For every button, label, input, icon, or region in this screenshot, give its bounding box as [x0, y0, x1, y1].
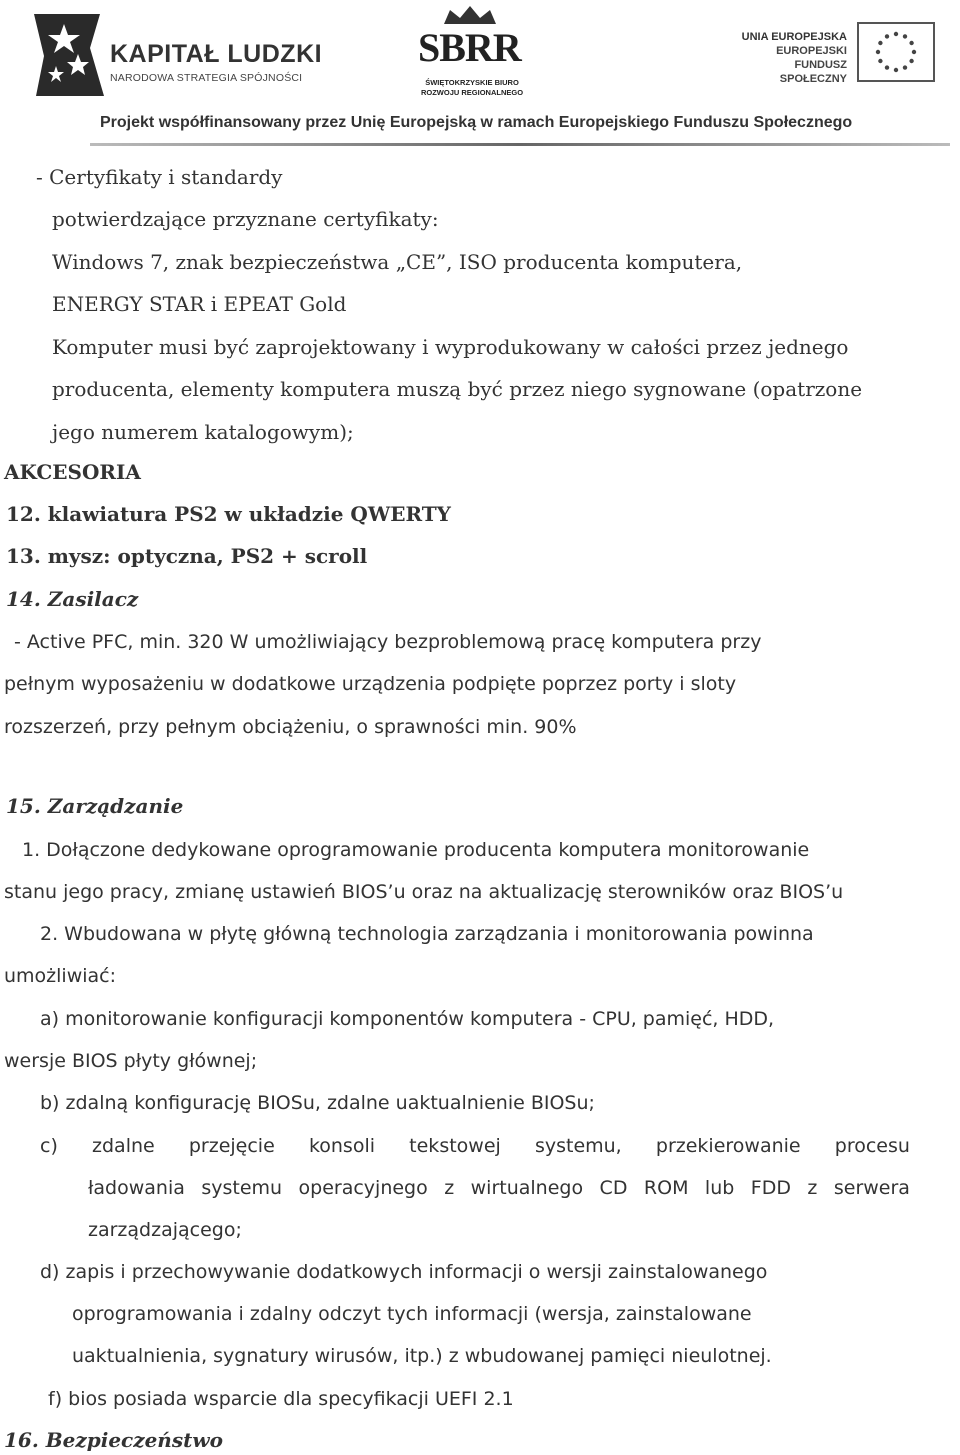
zasilacz-line-2: pełnym wyposażeniu w dodatkowe urządzenia podpięte poprzez porty i sloty: [4, 673, 737, 695]
project-cofinancing-line: Projekt współfinansowany przez Unię Europejską w ramach Europejskiego Funduszu Społecznego: [100, 114, 853, 131]
point-c-word: operacyjnego: [298, 1177, 428, 1199]
kapital-ludzki-emblem-icon: [30, 8, 106, 100]
kapital-ludzki-title: KAPITAŁ LUDZKI: [110, 40, 323, 68]
point-c-word: przejęcie: [188, 1135, 275, 1157]
item-12: 12. klawiatura PS2 w układzie QWERTY: [6, 502, 451, 526]
point-c-line-2: [88, 1175, 910, 1201]
point-d-line-2: oprogramowania i zdalny odczyt tych informacji (wersja, zainstalowane: [72, 1303, 752, 1325]
cert-line-5: producenta, elementy komputera muszą być przez niego sygnowane (opatrzone: [52, 377, 863, 401]
item-14-heading: 14. Zasilacz: [6, 587, 139, 611]
zasilacz-line-1: - Active PFC, min. 320 W umożliwiający bezproblemową pracę komputera przy: [14, 631, 762, 653]
cert-title: - Certyfikaty i standardy: [36, 165, 283, 189]
sbrr-logo: [410, 4, 540, 104]
kapital-ludzki-subtitle: NARODOWA STRATEGIA SPÓJNOŚCI: [110, 72, 303, 84]
point-d-line-1: d) zapis i przechowywanie dodatkowych informacji o wersji zainstalowanego: [40, 1261, 768, 1283]
point-c-word: konsoli: [308, 1135, 376, 1157]
point-c-word: tekstowej: [409, 1135, 501, 1157]
point-c-word: CD: [599, 1177, 628, 1199]
point-c-word: lub: [704, 1177, 735, 1199]
zarzadzanie-1-line-1: 1. Dołączone dedykowane oprogramowanie producenta komputera monitorowanie: [22, 839, 810, 861]
point-c-word: procesu: [834, 1135, 910, 1157]
sbrr-title: SBRR: [418, 25, 521, 70]
item-16-heading: 16. Bezpieczeństwo: [4, 1428, 223, 1452]
cert-line-1: potwierdzające przyznane certyfikaty:: [52, 207, 439, 231]
zarzadzanie-2-line-1: 2. Wbudowana w płytę główną technologia zarządzania i monitorowania powinna: [40, 923, 814, 945]
point-c-word: przekierowanie: [655, 1135, 801, 1157]
page-header: [0, 0, 960, 152]
cert-line-2: Windows 7, znak bezpieczeństwa „CE”, ISO producenta komputera,: [52, 250, 743, 274]
eu-text-line-3: FUNDUSZ SPOŁECZNY: [779, 59, 847, 85]
eu-logo: [735, 20, 940, 86]
eu-text-line-1: UNIA EUROPEJSKA: [741, 31, 847, 43]
point-a-line-2: wersje BIOS płyty głównej;: [4, 1050, 258, 1072]
point-c-word: zdalne: [92, 1135, 155, 1157]
point-c-word: ROM: [643, 1177, 689, 1199]
sbrr-subtitle: [418, 78, 526, 98]
kapital-ludzki-logo: [30, 8, 330, 100]
zasilacz-line-3: rozszerzeń, przy pełnym obciążeniu, o sprawności min. 90%: [4, 716, 577, 738]
header-divider: [90, 143, 950, 146]
point-b-line-1: b) zdalną konfigurację BIOSu, zdalne uaktualnienie BIOSu;: [40, 1092, 595, 1114]
point-c-word: systemu: [201, 1177, 283, 1199]
cert-line-3: ENERGY STAR i EPEAT Gold: [52, 292, 347, 316]
point-c-line-1: [40, 1133, 910, 1159]
cert-line-6: jego numerem katalogowym);: [52, 420, 354, 444]
point-c-word: z: [444, 1177, 455, 1199]
point-c-word: systemu,: [534, 1135, 622, 1157]
zarzadzanie-1-line-2: stanu jego pracy, zmianę ustawień BIOS’u oraz na aktualizację sterowników oraz BIOS’u: [4, 881, 844, 903]
eu-flag-icon: [857, 22, 935, 82]
section-akcesoria: AKCESORIA: [4, 460, 141, 484]
point-c-line-3: zarządzającego;: [88, 1219, 242, 1241]
point-c-word: FDD: [750, 1177, 791, 1199]
point-c-word: c): [40, 1135, 58, 1157]
sbrr-crown-icon: [440, 4, 500, 26]
point-c-word: wirtualnego: [470, 1177, 584, 1199]
cert-line-4: Komputer musi być zaprojektowany i wyprodukowany w całości przez jednego: [52, 335, 849, 359]
point-c-word: ładowania: [88, 1177, 185, 1199]
point-c-word: z: [807, 1177, 818, 1199]
eu-text: [735, 30, 847, 86]
zarzadzanie-2-line-2: umożliwiać:: [4, 965, 117, 987]
sbrr-subtitle-line-1: ŚWIĘTOKRZYSKIE BIURO: [425, 78, 519, 87]
eu-text-line-2: EUROPEJSKI: [776, 45, 847, 57]
item-13: 13. mysz: optyczna, PS2 + scroll: [6, 544, 368, 568]
point-f-line-1: f) bios posiada wsparcie dla specyfikacji UEFI 2.1: [48, 1388, 514, 1410]
point-d-line-3: uaktualnienia, sygnatury wirusów, itp.) z wbudowanej pamięci nieulotnej.: [72, 1345, 772, 1367]
point-a-line-1: a) monitorowanie konfiguracji komponentów komputera - CPU, pamięć, HDD,: [40, 1008, 775, 1030]
item-15-heading: 15. Zarządzanie: [6, 794, 184, 818]
point-c-word: serwera: [833, 1177, 910, 1199]
sbrr-subtitle-line-2: ROZWOJU REGIONALNEGO: [420, 88, 524, 97]
